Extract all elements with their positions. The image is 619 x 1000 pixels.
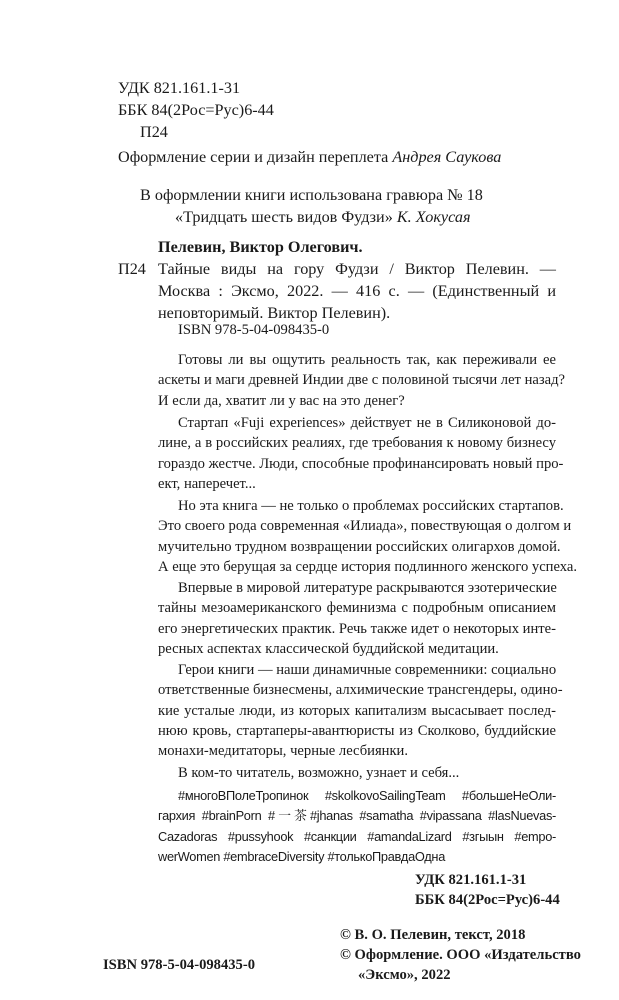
annotation-line: Герои книги — наши динамичные современники: социально — [178, 662, 557, 678]
annotation-line: Но эта книга — не только о проблемах российских стартапов. — [178, 498, 564, 514]
annotation-line: лине, а в российских реалиях, где требования к новому бизнесу — [158, 435, 556, 452]
design-credit-text: Оформление серии и дизайн переплета — [118, 148, 393, 166]
bbk-code: ББК 84(2Рос=Рус)6-44 — [118, 101, 274, 119]
hashtag-line: гархия #brainPorn #一茶#jhanas #samatha #vipassana #lasNuevas- — [158, 808, 556, 824]
hashtag-line: #многоВПолеТропинок #skolkovoSailingTeam #большеНеОли- — [178, 788, 556, 803]
annotation-line: мучительно трудном возвращении российских олигархов домой. — [158, 538, 561, 555]
bbk-code-bottom: ББК 84(2Рос=Рус)6-44 — [415, 892, 560, 908]
annotation-paragraph — [158, 660, 563, 761]
annotation-paragraph — [158, 350, 566, 411]
annotation-line: И если да, хватит ли у вас на это денег? — [158, 392, 405, 409]
author-mark: П24 — [140, 123, 168, 141]
copyright-line: © В. О. Пелевин, текст, 2018 — [340, 927, 526, 943]
catalog-line: Тайные виды на гору Фудзи / Виктор Пелевин. — — [158, 260, 556, 278]
annotation-line: В ком-то читатель, возможно, узнает и себя... — [178, 765, 460, 781]
engraving-artist: К. Хокусая — [396, 208, 471, 226]
annotation-line: гораздо жестче. Люди, способные профинансировать новый про- — [158, 455, 564, 472]
engraving-credit-line2 — [175, 206, 471, 228]
engraving-credit-line1: В оформлении книги использована гравюра № 18 — [140, 186, 483, 204]
udk-code: УДК 821.161.1-31 — [118, 79, 241, 97]
catalog-mark: П24 — [118, 260, 146, 278]
catalog-isbn: ISBN 978-5-04-098435-0 — [178, 322, 330, 338]
annotation-line: Готовы ли вы ощутить реальность так, как переживали ее — [178, 352, 556, 368]
hashtag-block — [158, 786, 556, 867]
hashtag-line: werWomen #embraceDiversity #толькоПравдаОдна — [158, 848, 446, 864]
annotation-line: тайны мезоамериканского феминизма с подробным описанием — [158, 600, 556, 617]
catalog-line: неповторимый. Виктор Пелевин). — [158, 304, 391, 322]
annotation-line: Впервые в мировой литературе раскрываются эзотерические — [178, 580, 557, 596]
hashtag-line: Cazadoras #pussyhook #санкции #amandaLizard #згыын #empo- — [158, 828, 556, 844]
copyright-line: «Эксмо», 2022 — [358, 967, 451, 983]
annotation-line: нюю кровь, стартаперы-авантюристы из Сколково, буддийские — [158, 722, 556, 739]
annotation-paragraph — [158, 763, 556, 783]
annotation-line: его энергетических практик. Речь также идет о некоторых инте- — [158, 620, 557, 637]
annotation-line: А еще это берущая за сердце история подлинного женского успеха. — [158, 558, 577, 575]
annotation-line: монахи-медитаторы, черные лесбиянки. — [158, 743, 409, 760]
annotation-line: аскеты и маги древней Индии две с половиной тысячи лет назад? — [158, 372, 566, 389]
annotation-line: ект, наперечет... — [158, 475, 256, 492]
annotation-line: кие усталые люди, из которых капитализм высасывает послед- — [158, 702, 556, 719]
annotation-line: ресных аспектах классической буддийской медитации. — [158, 640, 499, 657]
annotation-paragraph — [158, 578, 556, 659]
catalog-line: Москва : Эксмо, 2022. — 416 с. — (Единственный и — [158, 282, 556, 300]
design-credit-name: Андрея Саукова — [392, 148, 502, 166]
catalog-heading: Пелевин, Виктор Олегович. — [158, 238, 363, 256]
annotation-paragraph — [158, 413, 564, 494]
copyright-line: © Оформление. ООО «Издательство — [340, 947, 581, 963]
engraving-title: «Тридцать шесть видов Фудзи» — [175, 208, 397, 226]
annotation-line: ответственные бизнесмены, алхимические трансгендеры, одино- — [158, 682, 563, 699]
udk-code-bottom: УДК 821.161.1-31 — [415, 872, 527, 888]
annotation-paragraph — [158, 496, 577, 577]
annotation-line: Это своего рода современная «Илиада», повествующая о долгом и — [158, 518, 572, 535]
annotation-line: Стартап «Fuji experiences» действует не в Силиконовой до- — [178, 415, 556, 431]
isbn-bottom: ISBN 978-5-04-098435-0 — [103, 957, 256, 973]
design-credit — [118, 146, 501, 168]
